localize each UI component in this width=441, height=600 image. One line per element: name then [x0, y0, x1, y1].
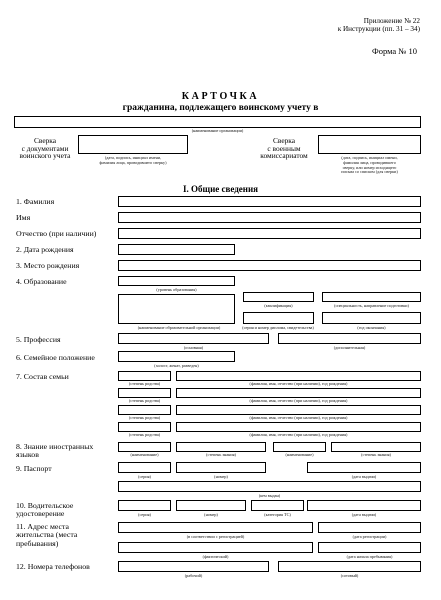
birth-place-label: 3. Место рождения — [16, 261, 80, 270]
patronymic-label: Отчество (при наличии) — [16, 229, 97, 238]
marital-field[interactable] — [118, 351, 235, 362]
language-level-caption-1: (степень знания) — [206, 452, 236, 457]
instruction-label: к Инструкции (пп. 31 – 34) — [337, 25, 420, 33]
family-person-field-2[interactable] — [176, 388, 421, 398]
organization-caption: (наименование организации) — [191, 128, 244, 133]
profession-additional-field[interactable] — [278, 333, 421, 344]
language-level-field-2[interactable] — [331, 442, 421, 452]
graduation-year-field[interactable] — [322, 312, 421, 324]
language-name-caption-2: (наименование) — [285, 452, 314, 457]
address-stay-start-field[interactable] — [318, 542, 421, 553]
qualification-field[interactable] — [243, 292, 314, 302]
family-relation-field-4[interactable] — [118, 422, 171, 432]
license-category-field[interactable] — [251, 500, 304, 511]
passport-issued-by-field[interactable] — [118, 481, 421, 492]
family-relation-field-1[interactable] — [118, 371, 171, 381]
family-person-caption-2: (фамилия, имя, отчество (при наличии), год рождения) — [249, 398, 348, 403]
specialty-caption: (специальность, направление подготовки) — [334, 303, 409, 308]
family-person-caption-4: (фамилия, имя, отчество (при наличии), год рождения) — [249, 432, 348, 437]
verify-docs-label: Сверка с документами воинского учета — [19, 136, 71, 161]
passport-issue-date-caption: (дата выдачи) — [351, 474, 377, 479]
verify-commissariat-label: Сверка с военным комиссариатом — [260, 136, 308, 161]
phone-work-caption: (рабочий) — [184, 573, 203, 578]
card-subtitle: гражданина, подлежащего воинскому учету в — [122, 103, 319, 113]
family-person-field-3[interactable] — [176, 405, 421, 415]
education-org-field[interactable] — [118, 294, 235, 324]
birth-place-field[interactable] — [118, 260, 421, 271]
language-level-caption-2: (степень знания) — [361, 452, 391, 457]
license-series-field[interactable] — [118, 500, 171, 511]
diploma-caption: (серия и номер диплома, свидетельства) — [242, 325, 314, 330]
license-category-caption: (категория ТС) — [264, 512, 291, 517]
phones-label: 12. Номера телефонов — [16, 562, 90, 571]
phone-mobile-caption: (сотовый) — [340, 573, 359, 578]
passport-label: 9. Паспорт — [16, 464, 52, 473]
education-level-field[interactable] — [118, 276, 235, 286]
family-relation-caption-2: (степень родства) — [128, 398, 161, 403]
address-label: 11. Адрес места жительства (места пребывания) — [16, 522, 78, 548]
education-level-caption: (уровень образования) — [156, 287, 197, 292]
family-relation-field-3[interactable] — [118, 405, 171, 415]
section-general-title: I. Общие сведения — [182, 184, 259, 194]
family-relation-field-2[interactable] — [118, 388, 171, 398]
qualification-caption: (квалификация) — [264, 303, 293, 308]
family-relation-caption-3: (степень родства) — [128, 415, 161, 420]
address-reg-date-caption: (дата регистрации) — [352, 534, 387, 539]
languages-label: 8. Знание иностранных языков — [16, 442, 94, 459]
diploma-field[interactable] — [243, 312, 314, 324]
phone-work-field[interactable] — [118, 561, 269, 572]
phone-mobile-field[interactable] — [278, 561, 421, 572]
passport-issue-date-field[interactable] — [307, 462, 421, 473]
card-title: КАРТОЧКА — [181, 91, 260, 102]
profession-main-caption: (основная) — [183, 345, 204, 350]
family-person-field-4[interactable] — [176, 422, 421, 432]
profession-label: 5. Профессия — [16, 335, 61, 344]
address-registered-field[interactable] — [118, 522, 313, 533]
surname-field[interactable] — [118, 196, 421, 207]
language-level-field-1[interactable] — [176, 442, 266, 452]
organization-field[interactable] — [14, 116, 421, 128]
family-person-field-1[interactable] — [176, 371, 421, 381]
family-label: 7. Состав семьи — [16, 372, 69, 381]
passport-series-caption: (серия) — [138, 474, 151, 479]
specialty-field[interactable] — [322, 292, 421, 302]
language-name-caption-1: (наименование) — [130, 452, 159, 457]
profession-main-field[interactable] — [118, 333, 269, 344]
passport-series-field[interactable] — [118, 462, 171, 473]
address-actual-caption: (фактический) — [202, 554, 229, 559]
family-relation-caption-1: (степень родства) — [128, 381, 161, 386]
address-registered-caption: (в соответствии с регистрацией) — [186, 534, 245, 539]
license-series-caption: (серия) — [138, 512, 151, 517]
license-label: 10. Водительское удостоверение — [16, 501, 74, 519]
verify-commissariat-field[interactable] — [318, 135, 421, 154]
form-number: Форма № 10 — [372, 46, 418, 56]
language-name-field-2[interactable] — [273, 442, 326, 452]
license-issue-date-caption: (дата выдачи) — [351, 512, 377, 517]
appendix-label: Приложение № 22 — [363, 17, 420, 25]
family-relation-caption-4: (степень родства) — [128, 432, 161, 437]
verify-docs-caption: (дата, подпись, инициал имени, фамилия лица, проводившего сверку) — [99, 155, 167, 165]
address-stay-start-caption: (дата начала пребывания) — [346, 554, 393, 559]
license-number-caption: (номер) — [204, 512, 218, 517]
name-field[interactable] — [118, 212, 421, 223]
birth-date-label: 2. Дата рождения — [16, 245, 74, 254]
passport-number-caption: (номер) — [214, 474, 228, 479]
birth-date-field[interactable] — [118, 244, 235, 255]
verify-docs-field[interactable] — [78, 135, 188, 154]
surname-label: 1. Фамилия — [16, 197, 55, 206]
patronymic-field[interactable] — [118, 228, 421, 239]
passport-number-field[interactable] — [176, 462, 266, 473]
education-label: 4. Образование — [16, 277, 67, 286]
marital-caption: (холост, женат, разведен) — [154, 363, 199, 368]
license-number-field[interactable] — [176, 500, 246, 511]
profession-additional-caption: (дополнительная) — [333, 345, 366, 350]
family-person-caption-1: (фамилия, имя, отчество (при наличии), год рождения) — [249, 381, 348, 386]
marital-label: 6. Семейное положение — [16, 353, 95, 362]
family-person-caption-3: (фамилия, имя, отчество (при наличии), год рождения) — [249, 415, 348, 420]
passport-issued-by-caption: (кем выдан) — [258, 493, 281, 498]
name-label: Имя — [16, 213, 31, 222]
address-actual-field[interactable] — [118, 542, 313, 553]
verify-commissariat-caption: (дата, подпись, инициал имени, фамилия лица, проводившего сверку, или номер исходящего письма со списком (для сверки) — [341, 155, 398, 175]
language-name-field-1[interactable] — [118, 442, 171, 452]
license-issue-date-field[interactable] — [307, 500, 421, 511]
address-reg-date-field[interactable] — [318, 522, 421, 533]
education-org-caption: (наименование образовательной организации) — [137, 325, 221, 330]
graduation-year-caption: (год окончания) — [357, 325, 386, 330]
